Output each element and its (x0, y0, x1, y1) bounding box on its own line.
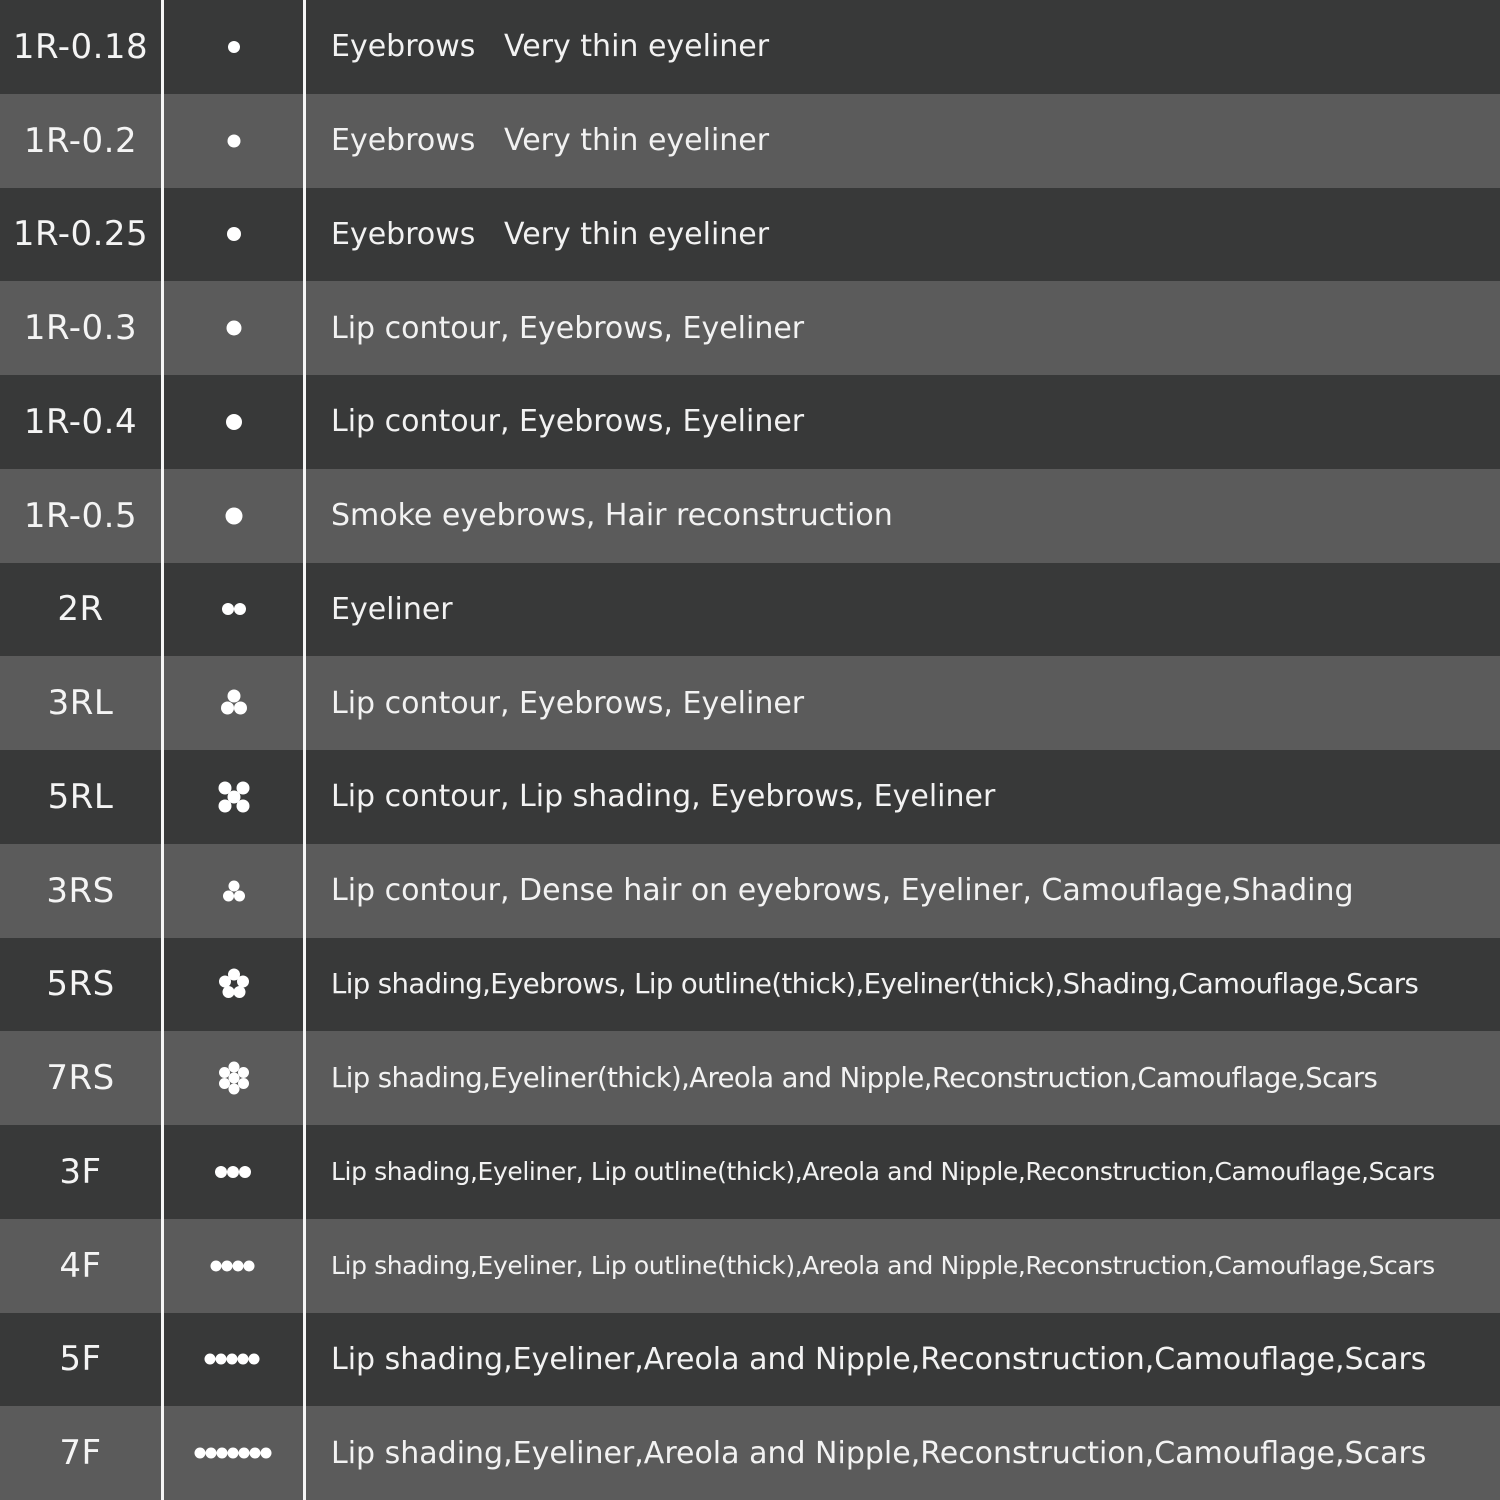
needle-code: 1R-0.2 (23, 120, 138, 161)
table-row (0, 1219, 1500, 1313)
needle-uses: Eyebrows Very thin eyeliner (331, 29, 770, 65)
two-dots-icon (164, 563, 304, 657)
table-row (0, 1125, 1500, 1219)
needle-uses: Lip shading,Eyeliner(thick),Areola and Nipple,Reconstruction,Camouflage,Scars (331, 1062, 1378, 1095)
needle-code: 3RS (46, 870, 115, 911)
needle-code: 1R-0.25 (12, 214, 149, 255)
single-dot-icon (164, 375, 304, 469)
four-dot-row-icon (164, 1219, 304, 1313)
needle-code: 1R-0.5 (23, 495, 138, 536)
needle-code: 5F (59, 1339, 102, 1380)
table-row (0, 844, 1500, 938)
needle-uses: Lip contour, Eyebrows, Eyeliner (331, 685, 805, 721)
needle-code: 4F (59, 1245, 102, 1286)
table-row (0, 375, 1500, 469)
column-divider (161, 0, 164, 1500)
single-dot-icon (164, 188, 304, 282)
needle-uses: Lip shading,Eyebrows, Lip outline(thick),Eyeliner(thick),Shading,Camouflage,Scars (331, 968, 1419, 1001)
seven-dot-row-icon (164, 1406, 304, 1500)
table-row (0, 1031, 1500, 1125)
needle-uses: Lip contour, Lip shading, Eyebrows, Eyeliner (331, 779, 996, 815)
table-row (0, 1313, 1500, 1407)
single-dot-icon (164, 469, 304, 563)
needle-code: 5RL (47, 776, 114, 817)
table-row (0, 469, 1500, 563)
three-dot-cluster-icon (164, 844, 304, 938)
three-dot-row-icon (164, 1125, 304, 1219)
needle-code: 7F (59, 1433, 102, 1474)
needle-uses: Lip shading,Eyeliner,Areola and Nipple,Reconstruction,Camouflage,Scars (331, 1435, 1427, 1471)
needle-uses: Lip contour, Dense hair on eyebrows, Eyeliner, Camouflage,Shading (331, 873, 1354, 909)
needle-uses: Lip contour, Eyebrows, Eyeliner (331, 404, 805, 440)
table-row (0, 563, 1500, 657)
needle-uses: Lip shading,Eyeliner, Lip outline(thick),Areola and Nipple,Reconstruction,Camouflage,Scars (331, 1251, 1435, 1281)
single-dot-icon (164, 0, 304, 94)
seven-dot-flower-icon (164, 1031, 304, 1125)
needle-code: 1R-0.3 (23, 308, 138, 349)
needle-uses: Lip shading,Eyeliner,Areola and Nipple,Reconstruction,Camouflage,Scars (331, 1341, 1427, 1377)
table-row (0, 94, 1500, 188)
five-dot-row-icon (164, 1313, 304, 1407)
five-dot-flower-icon (164, 938, 304, 1032)
needle-uses: Eyebrows Very thin eyeliner (331, 123, 770, 159)
single-dot-icon (164, 94, 304, 188)
needle-uses: Smoke eyebrows, Hair reconstruction (331, 498, 893, 534)
needle-uses: Lip contour, Eyebrows, Eyeliner (331, 310, 805, 346)
needle-code: 2R (57, 589, 104, 630)
needle-code: 1R-0.4 (23, 401, 138, 442)
column-divider (303, 0, 306, 1500)
table-row (0, 1406, 1500, 1500)
needle-code: 3RL (47, 683, 114, 724)
needle-code: 7RS (46, 1058, 115, 1099)
table-row (0, 188, 1500, 282)
needle-code: 3F (59, 1151, 102, 1192)
needle-uses: Eyebrows Very thin eyeliner (331, 216, 770, 252)
table-row (0, 281, 1500, 375)
table-row (0, 750, 1500, 844)
needle-code: 1R-0.18 (12, 26, 149, 67)
three-dot-cluster-icon (164, 656, 304, 750)
needle-uses: Lip shading,Eyeliner, Lip outline(thick),Areola and Nipple,Reconstruction,Camouflage,Scars (331, 1157, 1435, 1187)
single-dot-icon (164, 281, 304, 375)
table-row (0, 0, 1500, 94)
needle-uses: Eyeliner (331, 591, 453, 627)
needle-code: 5RS (46, 964, 115, 1005)
table-row (0, 656, 1500, 750)
five-dot-cross-icon (164, 750, 304, 844)
table-row (0, 938, 1500, 1032)
